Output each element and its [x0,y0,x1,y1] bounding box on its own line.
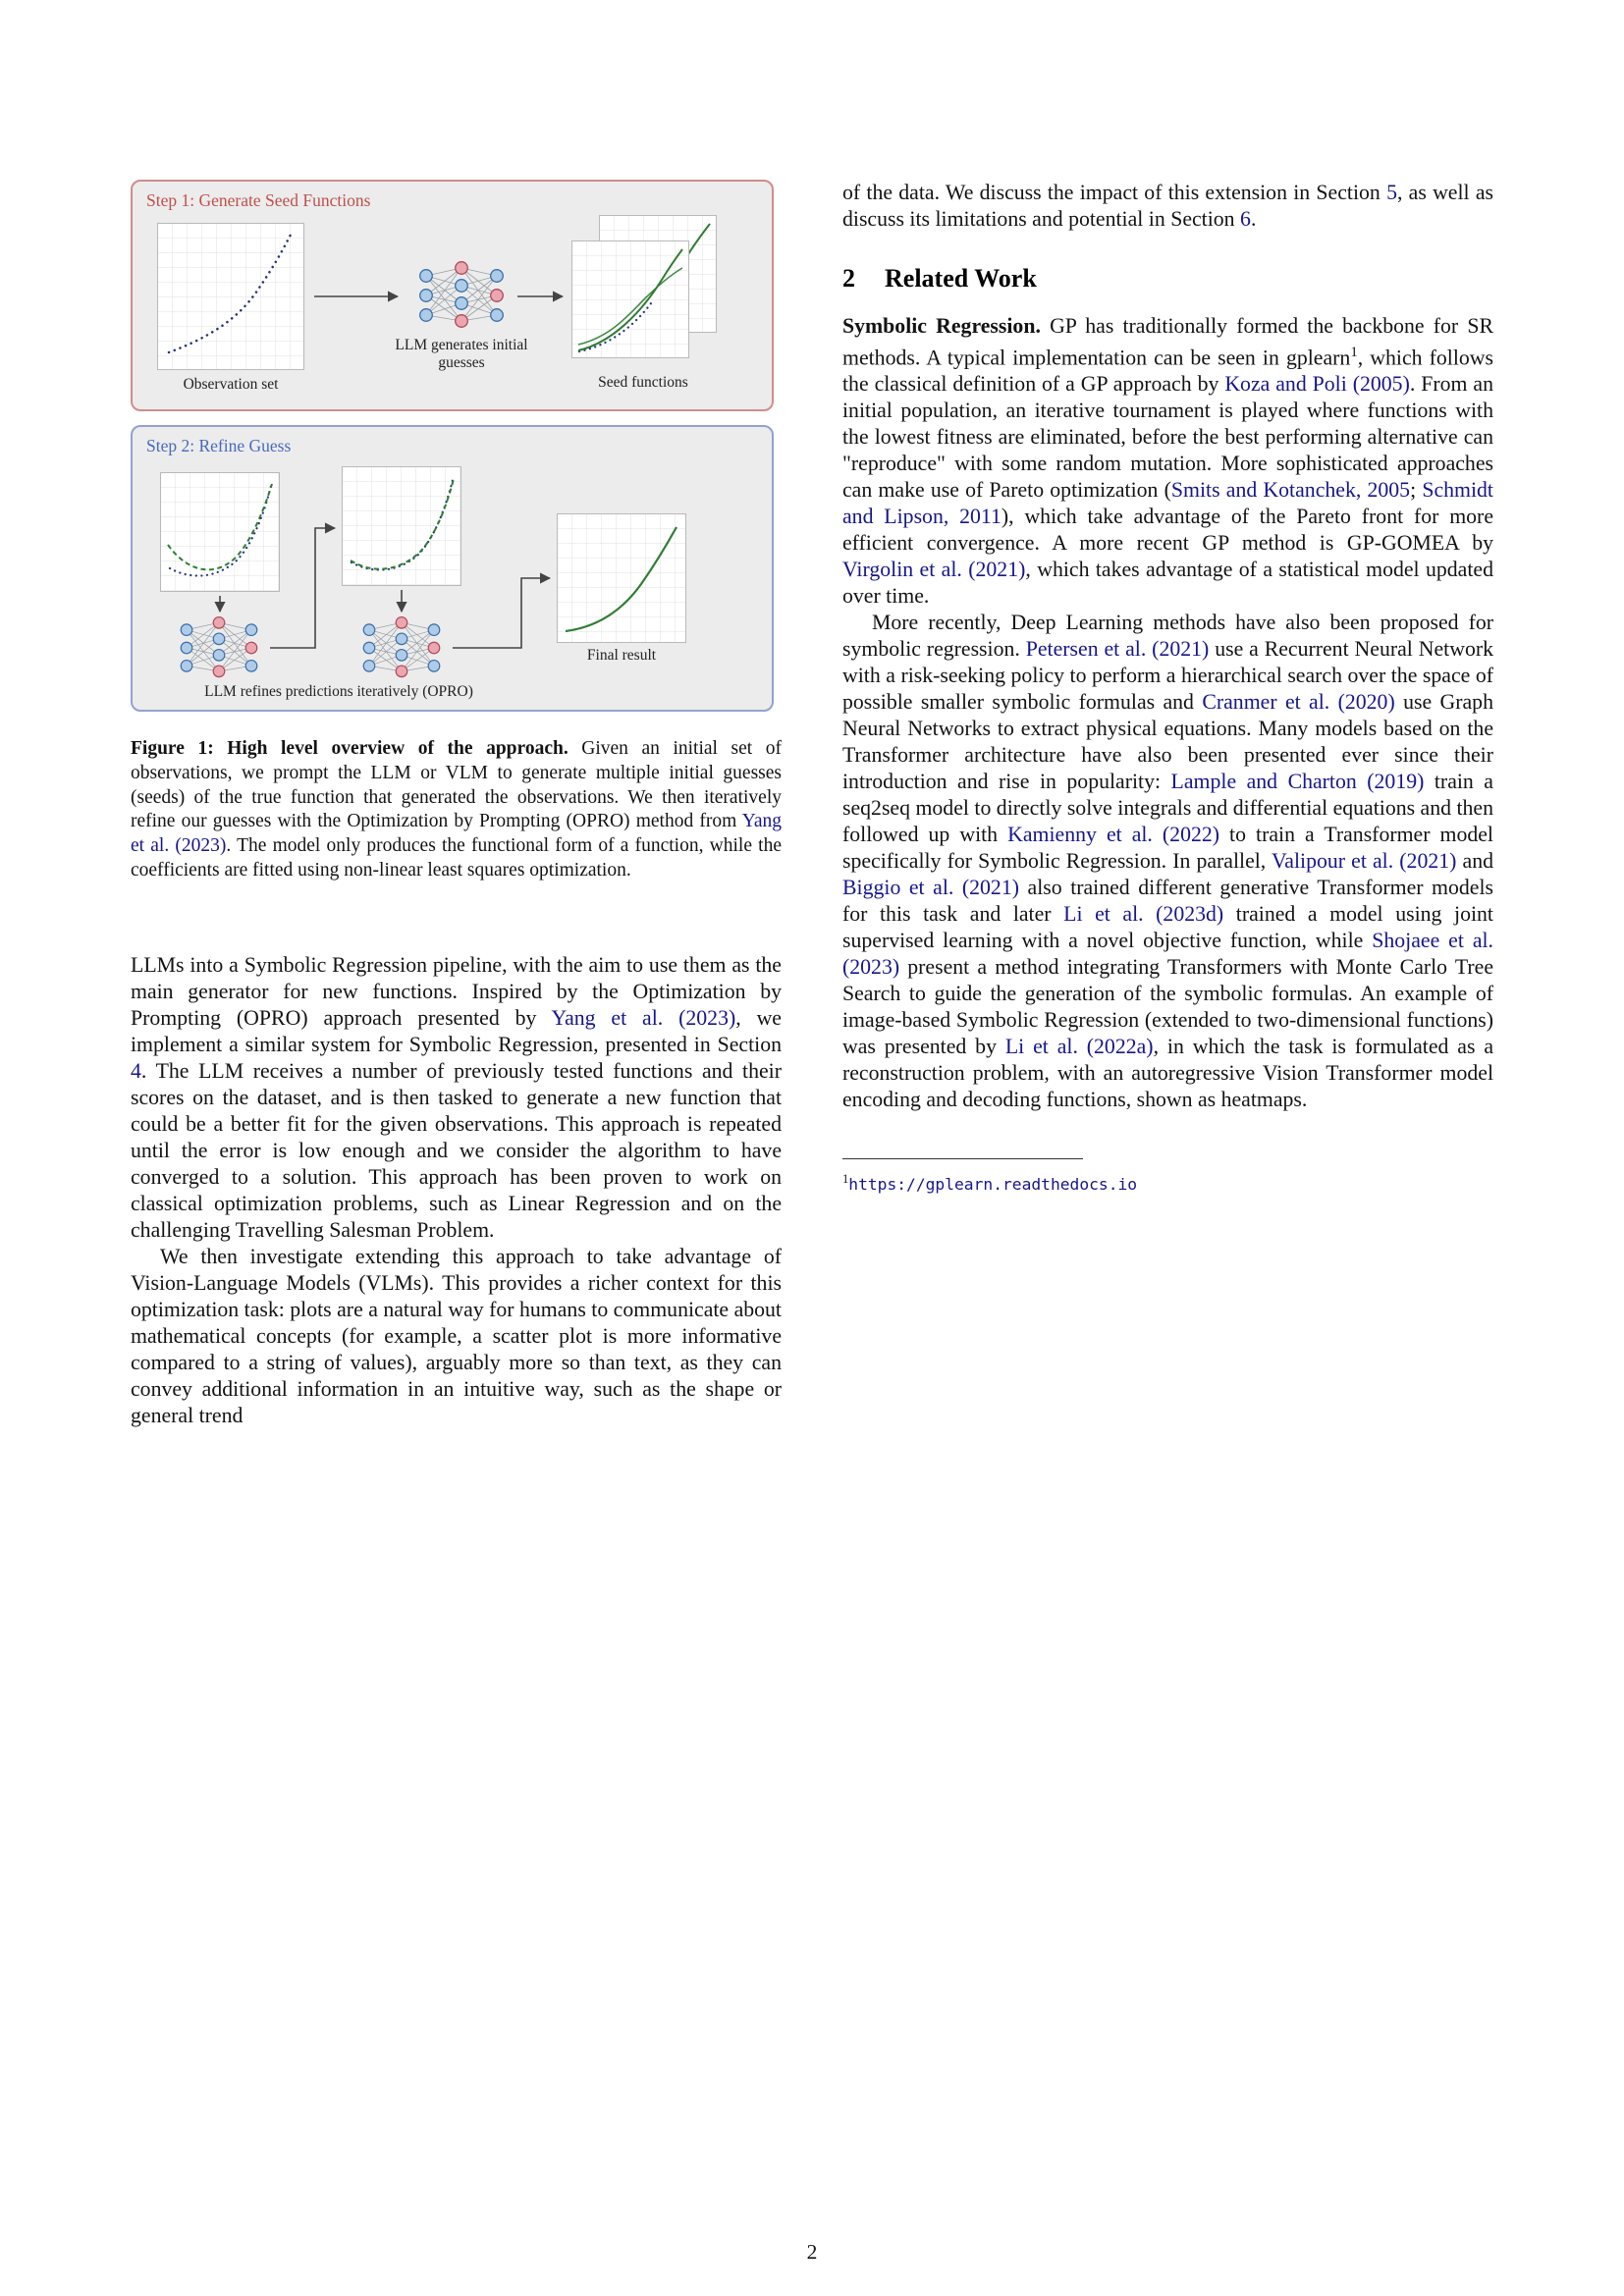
paragraph-intro-continuation [842,180,1493,233]
figure-1 [131,180,782,883]
text-run: More recently, Deep Learning methods have also been proposed for symbolic regression. [842,611,1493,662]
figure-step1-box [131,180,774,411]
paragraph-vlm-extension [131,1244,782,1429]
final-result-plot [557,513,686,643]
refine-neural-network-icon-1 [172,615,266,680]
final-result-label: Final result [586,647,657,664]
text-run: use a Recurrent Neural Network with a risk-seeking policy to perform a hierarchical search over the space of possible smaller symbolic formulas and [842,637,1493,715]
superscript: 1 [1350,345,1358,360]
llm-neural-network-icon [412,260,511,331]
text-run: . From an initial population, an iterative tournament is played where functions with the lowest fitness are eliminated, before the best performing alternative can "reproduce" with some random mutation. More sophisticated approaches can make use of Pareto optimization ( [842,372,1493,503]
citation-link[interactable]: Li et al. (2022a) [1004,1035,1154,1059]
text-run: . The model only produces the functional form of a function, while the coefficients are fitted using non-linear least squares optimization. [131,835,782,881]
text-run: also trained different generative Transformer models for this task and later [842,876,1494,927]
footnote-rule [842,1158,1083,1159]
text-run: of the data. We discuss the impact of this extension in Section [842,181,1387,204]
text-run: Figure 1: High level overview of the approach. [131,738,568,759]
figure-step1-title: Step 1: Generate Seed Functions [146,190,371,210]
text-run: , as well as discuss its limitations and potential in Section [842,181,1494,231]
citation-link[interactable]: Li et al. (2023d) [1063,902,1224,927]
text-run: GP has traditionally formed the backbone for SR methods. A typical implementation can be seen in gplearn [842,314,1493,370]
citation-link[interactable]: Kamienny et al. (2022) [1007,823,1220,847]
citation-link[interactable]: 4 [131,1058,141,1083]
paragraph-deep-learning-methods [842,610,1493,1113]
text-run: use Graph Neural Networks to extract physical equations. Many models based on the Transformer architecture have also been presented ever since their introduction and rise in popularity: [842,690,1493,794]
observation-set-label: Observation set [183,376,279,393]
citation-link[interactable]: Yang et al. (2023) [551,1005,736,1030]
observation-scatter-plot [157,223,304,370]
text-run: ; [1410,478,1423,503]
paper-page [131,180,1493,1429]
text-run: We then investigate extending this approach to take advantage of Vision-Language Models (VLMs). This provides a richer context for this optimization task: plots are a natural way for humans to communicate about mathematical concepts (for example, a scatter plot is more informative compared to a string of values), arguably more so than text, as they can convey additional information in an intuitive way, such as the shape or general trend [131,1244,782,1427]
page-number: 2 [806,2240,818,2264]
text-run: , in which the task is formulated as a reconstruction problem, with an autoregressive Vision Transformer model encoding and decoding functions, shown as heatmaps. [842,1035,1493,1112]
citation-link[interactable]: Shojaee et al. (2023) [842,929,1493,980]
section-heading-related-work [842,264,1493,294]
footnote-url-link[interactable]: https://gplearn.readthedocs.io [848,1175,1138,1195]
refine-plot-2 [342,466,461,586]
text-run: LLMs into a Symbolic Regression pipeline, with the aim to use them as the main generator for new functions. Inspired by the Optimization by Prompting (OPRO) approach presented by [131,952,782,1030]
text-run: . [1250,207,1257,231]
citation-link[interactable]: Schmidt and Lipson, 2011 [842,478,1493,529]
text-run: , we implement a similar system for Symbolic Regression, presented in Section [131,1005,782,1056]
right-column [842,180,1493,1429]
citation-link[interactable]: 5 [1386,181,1397,204]
citation-link[interactable]: Virgolin et al. (2021) [842,558,1026,582]
seed-function-plot-front [571,240,689,358]
citation-link[interactable]: 6 [1240,207,1251,231]
figure-step2-box [131,425,774,712]
text-run: Symbolic Regression. [842,314,1041,338]
citation-link[interactable]: Cranmer et al. (2020) [1202,690,1395,715]
llm-generates-label: LLM generates initial guesses [395,337,528,371]
left-column [131,180,782,1429]
section-title: Related Work [885,264,1037,293]
text-run: Given an initial set of observations, we prompt the LLM or VLM to generate multiple initial guesses (seeds) of the true function that generated the observations. We then iteratively refine our guesses with the Optimization by Prompting (OPRO) method from [131,738,782,832]
refine-neural-network-icon-2 [354,615,449,680]
text-run: train a seq2seq model to directly solve integrals and differential equations and then followed up with [842,770,1494,847]
paragraph-symbolic-regression [842,313,1493,610]
text-run: to train a Transformer model specifically for Symbolic Regression. In parallel, [842,823,1493,874]
seed-functions-label: Seed functions [598,374,688,391]
footnote [842,1158,1493,1197]
citation-link[interactable]: Yang et al. (2023) [131,811,782,857]
paragraph-llms-pipeline [131,952,782,1244]
citation-link[interactable]: Koza and Poli (2005) [1224,372,1410,397]
text-run: , which follows the classical definition of a GP approach by [842,346,1493,397]
citation-link[interactable]: Biggio et al. (2021) [842,876,1019,900]
text-run: . The LLM receives a number of previously tested functions and their scores on the dataset, and is then tasked to generate a new function that could be a better fit for the given observations. This approach is repeated until the error is low enough and we consider the algorithm to have converged to a solution. This approach has been proven to work on classical optimization problems, such as Linear Regression and on the challenging Travelling Salesman Problem. [131,1058,782,1242]
citation-link[interactable]: Petersen et al. (2021) [1025,637,1210,662]
opro-iteration-label: LLM refines predictions iteratively (OPRO) [204,683,473,700]
text-run: present a method integrating Transformers with Monte Carlo Tree Search to guide the generation of the symbolic formulas. An example of image-based Symbolic Regression (extended to two-dimensional functions) was presented by [842,955,1493,1059]
citation-link[interactable]: Valipour et al. (2021) [1271,849,1457,874]
figure-step2-title: Step 2: Refine Guess [146,436,292,455]
citation-link[interactable]: Smits and Kotanchek, 2005 [1170,478,1411,503]
footnote-text [842,1168,1493,1197]
figure-caption [131,737,782,883]
text-run: , which takes advantage of a statistical model updated over time. [842,558,1493,609]
citation-link[interactable]: Lample and Charton (2019) [1170,770,1425,794]
superscript: 1 [842,1172,849,1187]
text-run: trained a model using joint supervised learning with a novel objective function, while [842,902,1493,953]
section-number: 2 [842,264,855,293]
text-run: and [1456,849,1493,874]
refine-plot-1 [160,472,280,592]
text-run: ), which take advantage of the Pareto front for more efficient convergence. A more recent GP method is GP-GOMEA by [842,505,1493,556]
